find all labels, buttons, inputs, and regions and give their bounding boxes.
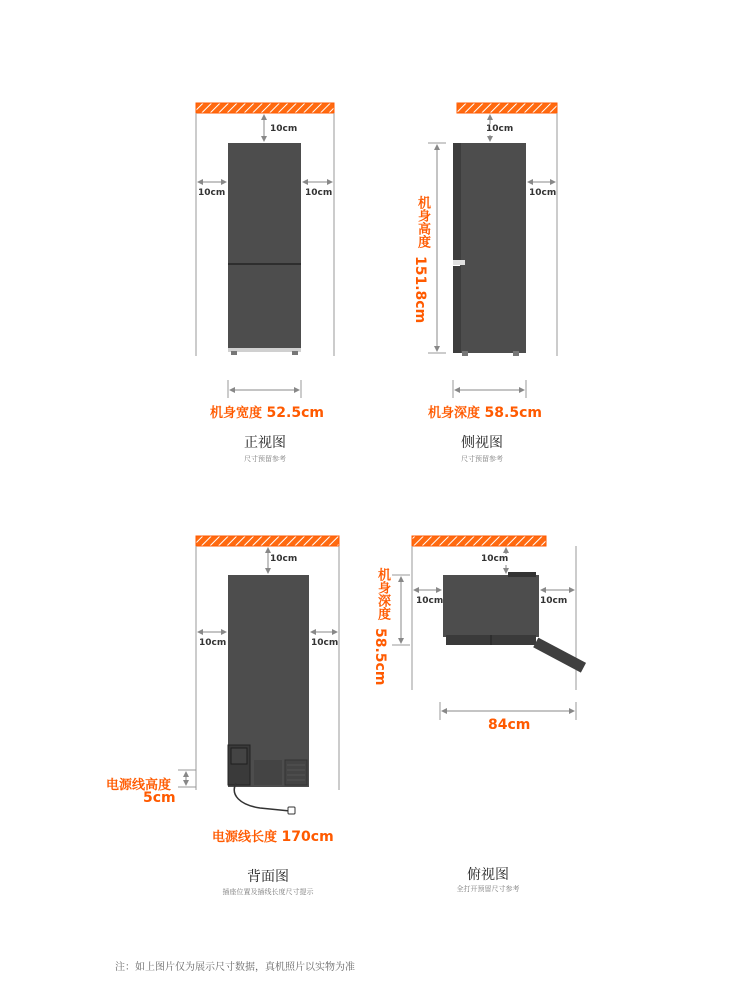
side-top-gap-label: 10cm — [486, 124, 514, 134]
front-fridge-body — [228, 143, 301, 348]
top-top-gap-label: 10cm — [481, 554, 509, 564]
top-view-subtitle: 全打开预留尺寸参考 — [456, 885, 520, 893]
top-fridge-body — [443, 575, 539, 637]
front-left-gap-label: 10cm — [198, 188, 226, 198]
top-wall — [412, 536, 546, 546]
side-depth-label: 机身深度 — [428, 406, 481, 421]
front-right-gap-label: 10cm — [305, 188, 333, 198]
cord-length-dimension — [212, 826, 334, 845]
power-cord — [234, 783, 290, 811]
front-wall — [196, 103, 334, 113]
top-right-gap-label: 10cm — [540, 596, 568, 606]
back-view-title: 背面图 — [247, 869, 289, 885]
cord-length-value: 170cm — [281, 829, 334, 845]
front-width-dimension — [210, 402, 324, 421]
side-view — [428, 103, 557, 398]
cord-length-label: 电源线长度 — [212, 830, 278, 845]
side-view-title: 侧视图 — [461, 435, 503, 451]
front-view — [196, 103, 334, 398]
side-wall — [457, 103, 557, 113]
side-depth-value: 58.5cm — [484, 405, 542, 421]
front-width-label: 机身宽度 — [210, 406, 263, 421]
front-view-title: 正视图 — [244, 435, 286, 451]
cord-height-label: 电源线高度 — [106, 778, 172, 793]
side-height-label: 机身高度 — [415, 196, 430, 248]
top-depth-value: 58.5cm — [372, 628, 388, 686]
front-width-value: 52.5cm — [266, 405, 324, 421]
back-view-subtitle: 插座位置及插线长度尺寸提示 — [222, 888, 314, 896]
back-wall — [196, 536, 339, 546]
cord-height-value: 5cm — [143, 790, 176, 806]
back-left-gap-label: 10cm — [199, 638, 227, 648]
top-open-door — [533, 638, 586, 673]
top-left-gap-label: 10cm — [416, 596, 444, 606]
top-depth-label: 机身深度 — [375, 568, 390, 620]
front-view-subtitle: 尺寸预留参考 — [244, 455, 286, 463]
back-top-gap-label: 10cm — [270, 554, 298, 564]
footnote: 注：如上图片仅为展示尺寸数据，真机照片以实物为准 — [115, 962, 355, 973]
front-top-gap-label: 10cm — [270, 124, 298, 134]
top-view-title: 俯视图 — [467, 867, 509, 883]
back-right-gap-label: 10cm — [311, 638, 339, 648]
side-right-gap-label: 10cm — [529, 188, 557, 198]
top-open-width-value: 84cm — [488, 717, 531, 733]
side-fridge-body — [460, 143, 526, 353]
side-height-value: 151.8cm — [412, 256, 428, 324]
side-view-subtitle: 尺寸预留参考 — [461, 455, 503, 463]
back-view — [178, 536, 339, 814]
side-depth-dimension — [428, 402, 542, 421]
